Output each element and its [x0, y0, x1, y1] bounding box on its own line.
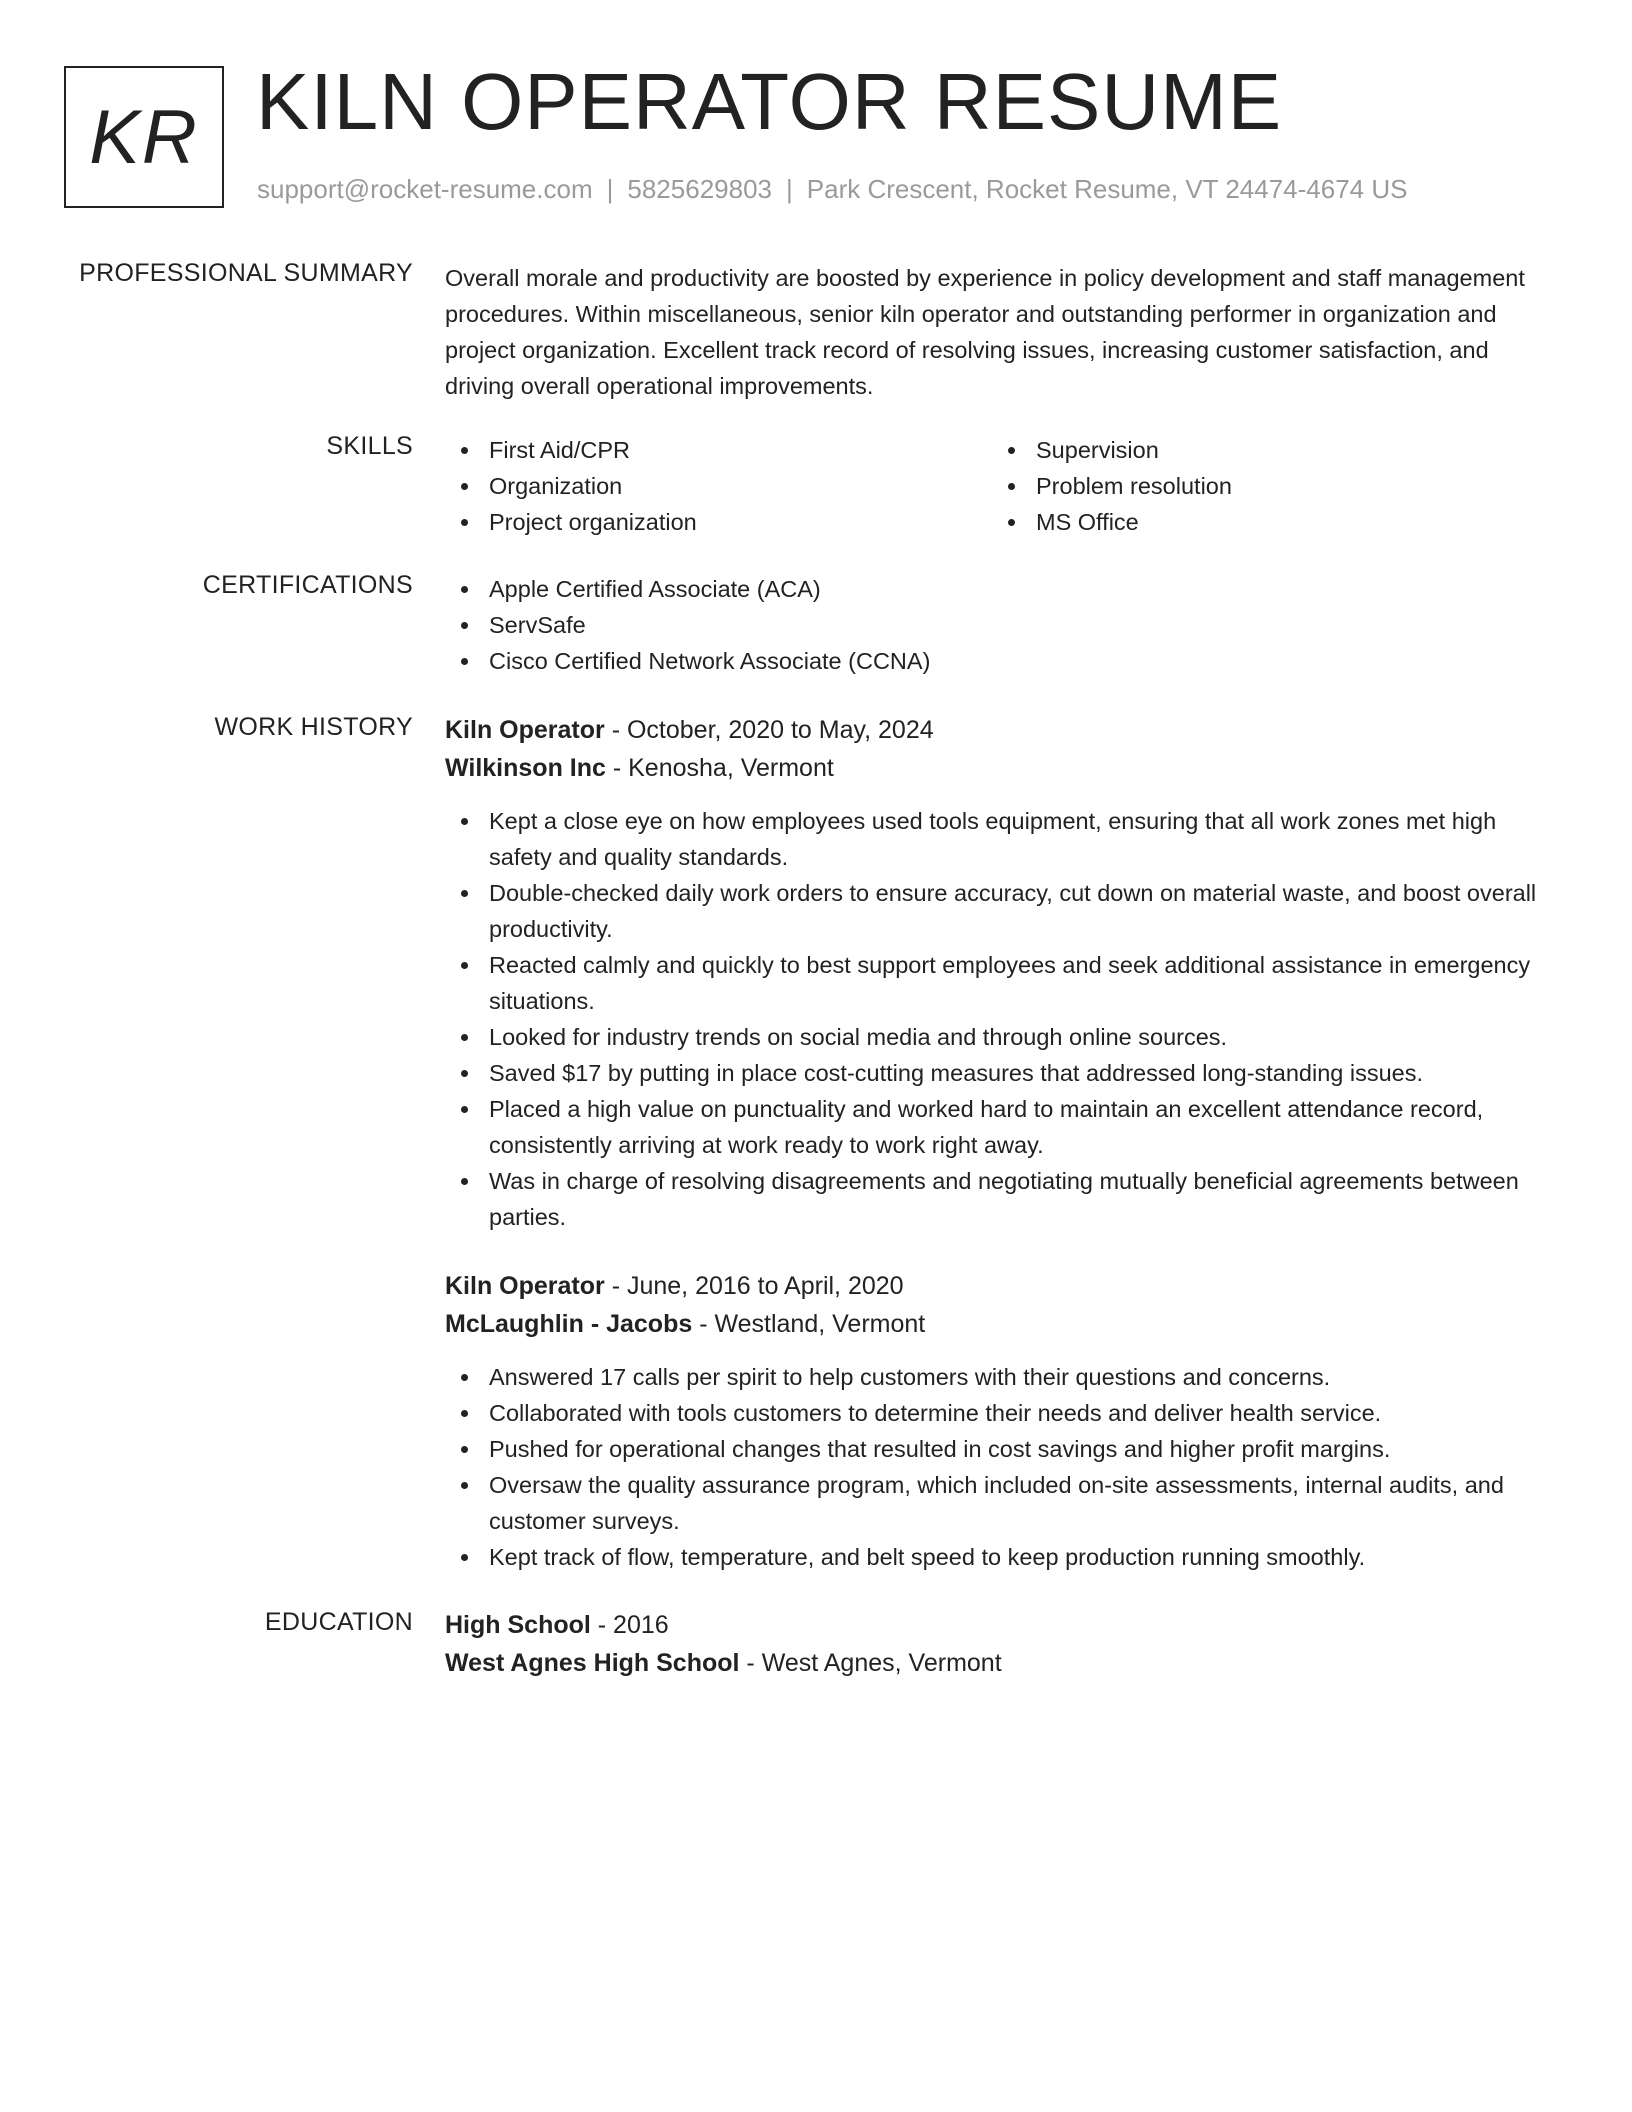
skill-item: Organization — [445, 468, 992, 504]
education-degree: High School — [445, 1611, 591, 1639]
job-duty-item: Looked for industry trends on social media and through online sources. — [445, 1019, 1560, 1055]
contact-phone[interactable]: 5825629803 — [627, 174, 772, 204]
job-location: - Westland, Vermont — [692, 1310, 926, 1338]
skill-item: MS Office — [992, 504, 1539, 540]
work-history-body — [445, 711, 1560, 1575]
certification-item: Cisco Certified Network Associate (CCNA) — [445, 643, 1560, 679]
job-duty-item: Double-checked daily work orders to ensure accuracy, cut down on material waste, and boost overall productivity. — [445, 875, 1560, 947]
certification-item: Apple Certified Associate (ACA) — [445, 571, 1560, 607]
education-location: - West Agnes, Vermont — [739, 1649, 1002, 1677]
education-heading: EDUCATION — [264, 1608, 413, 1636]
job-duty-item: Oversaw the quality assurance program, which included on-site assessments, internal audits, and customer surveys. — [445, 1467, 1560, 1539]
job-duty-item: Reacted calmly and quickly to best support employees and seek additional assistance in emergency situations. — [445, 947, 1560, 1019]
certification-item: ServSafe — [445, 607, 1560, 643]
monogram-initials: KR — [89, 94, 199, 180]
certifications-list — [445, 571, 1560, 679]
job-duties — [445, 1359, 1560, 1575]
skills-column-right — [992, 432, 1539, 540]
job-company: Wilkinson Inc — [445, 754, 606, 782]
education-degree-line — [445, 1606, 1560, 1644]
job-duties — [445, 803, 1560, 1235]
certifications-heading: CERTIFICATIONS — [202, 571, 413, 599]
job-title-line — [445, 1267, 1560, 1305]
skill-item: Supervision — [992, 432, 1539, 468]
resume-title: KILN OPERATOR RESUME — [256, 57, 1283, 146]
job-duty-item: Collaborated with tools customers to determine their needs and deliver health service. — [445, 1395, 1560, 1431]
job-duty-item: Kept a close eye on how employees used tools equipment, ensuring that all work zones met high safety and quality standards. — [445, 803, 1560, 875]
skill-item: Problem resolution — [992, 468, 1539, 504]
job-entry — [445, 711, 1560, 1235]
job-title-line — [445, 711, 1560, 749]
skills-list — [445, 432, 1560, 540]
job-location: - Kenosha, Vermont — [605, 754, 834, 782]
job-dates: - June, 2016 to April, 2020 — [604, 1272, 904, 1300]
education-school: West Agnes High School — [445, 1649, 740, 1677]
contact-separator: | — [606, 174, 614, 204]
job-duty-item: Kept track of flow, temperature, and belt speed to keep production running smoothly. — [445, 1539, 1560, 1575]
job-title: Kiln Operator — [445, 716, 605, 744]
job-duty-item: Saved $17 by putting in place cost-cutting measures that addressed long-standing issues. — [445, 1055, 1560, 1091]
education-year: - 2016 — [590, 1611, 669, 1639]
job-company-line — [445, 749, 1560, 787]
contact-line — [257, 174, 1407, 205]
job-dates: - October, 2020 to May, 2024 — [604, 716, 934, 744]
skills-column-left — [445, 432, 992, 540]
contact-email[interactable]: support@rocket-resume.com — [257, 174, 593, 204]
monogram-badge — [64, 66, 224, 208]
contact-address: Park Crescent, Rocket Resume, VT 24474-4674 US — [806, 174, 1408, 204]
contact-separator: | — [786, 174, 793, 204]
skills-heading: SKILLS — [326, 432, 413, 460]
job-duty-item: Was in charge of resolving disagreements and negotiating mutually beneficial agreements between parties. — [445, 1163, 1560, 1235]
skill-item: First Aid/CPR — [445, 432, 992, 468]
skill-item: Project organization — [445, 504, 992, 540]
education-body — [445, 1606, 1560, 1682]
summary-text: Overall morale and productivity are boosted by experience in policy development and staff management procedures. Within miscellaneous, senior kiln operator and outstanding performer in organization and project organization. Excellent track record of resolving issues, increasing customer satisfaction, and driving overall operational improvements. — [445, 265, 1525, 399]
job-company-line — [445, 1305, 1560, 1343]
summary-heading: PROFESSIONAL SUMMARY — [79, 259, 413, 287]
job-entry — [445, 1267, 1560, 1575]
job-duty-item: Answered 17 calls per spirit to help customers with their questions and concerns. — [445, 1359, 1560, 1395]
job-company: McLaughlin - Jacobs — [445, 1310, 693, 1338]
job-duty-item: Pushed for operational changes that resulted in cost savings and higher profit margins. — [445, 1431, 1560, 1467]
work-history-heading: WORK HISTORY — [214, 713, 413, 741]
job-duty-item: Placed a high value on punctuality and worked hard to maintain an excellent attendance record, consistently arriving at work ready to work right away. — [445, 1091, 1560, 1163]
job-title: Kiln Operator — [445, 1272, 605, 1300]
education-school-line — [445, 1644, 1560, 1682]
